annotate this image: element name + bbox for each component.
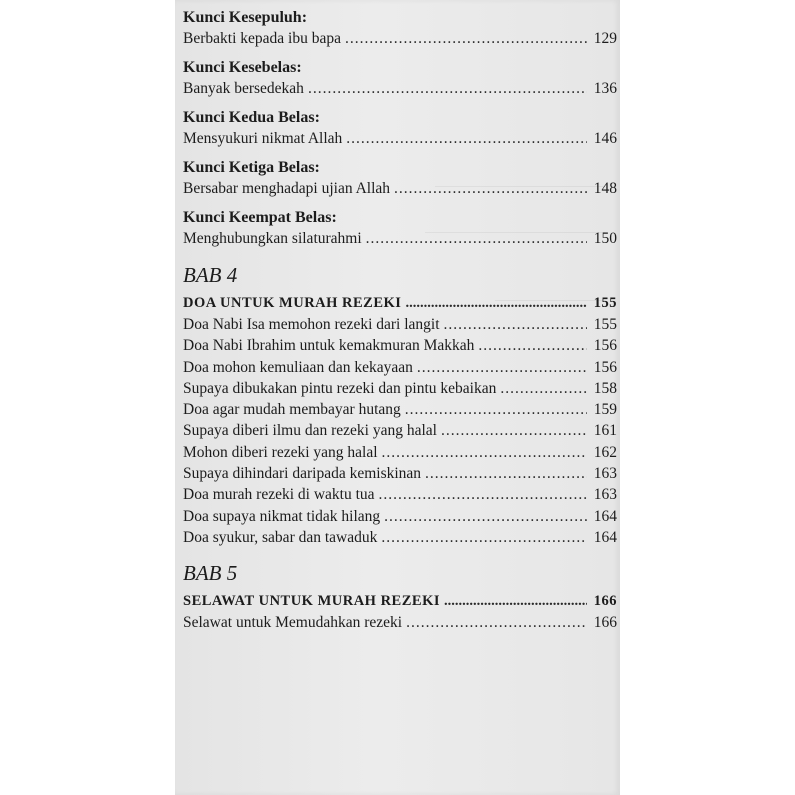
chapter-heading: DOA UNTUK MURAH REZEKI [183, 295, 402, 311]
page-number: 148 [593, 180, 617, 197]
dot-leader [441, 420, 587, 441]
toc-entry-text: Berbakti kepada ibu bapa [183, 30, 341, 47]
key-title: Kunci Kesebelas: [183, 59, 302, 76]
page-number: 129 [593, 30, 617, 47]
toc-row [183, 314, 617, 335]
dot-leader [346, 128, 587, 150]
toc-row [183, 335, 617, 356]
page-number: 166 [593, 593, 617, 610]
toc-entry-text: Doa Nabi Isa memohon rezeki dari langit [183, 316, 440, 333]
page-number: 164 [593, 528, 617, 546]
toc-key-entry [183, 208, 617, 250]
toc-entry-text: Doa supaya nikmat tidak hilang [183, 507, 381, 525]
toc-row [183, 178, 617, 200]
toc-entry-text: Mensyukuri nikmat Allah [183, 130, 343, 147]
toc-entry-text: Banyak bersedekah [183, 80, 304, 97]
toc-entry-text: Doa syukur, sabar dan tawaduk [183, 528, 378, 546]
toc-row [183, 128, 617, 150]
toc-row [183, 506, 617, 527]
dot-leader [382, 442, 587, 463]
key-title: Kunci Kedua Belas: [183, 109, 320, 126]
toc-key-entry [183, 158, 617, 200]
dot-leader [444, 314, 587, 335]
dot-leader [425, 463, 587, 484]
chapter-heading: SELAWAT UNTUK MURAH REZEKI [183, 593, 440, 610]
page-number: 162 [593, 443, 617, 461]
page-number: 156 [593, 358, 617, 376]
dot-leader [379, 484, 587, 505]
toc-entry-text: Doa Nabi Ibrahim untuk kemakmuran Makkah [183, 337, 475, 355]
dot-leader [366, 228, 587, 250]
page-number: 158 [593, 379, 617, 397]
table-of-contents [183, 8, 617, 634]
dot-leader [478, 335, 587, 356]
dot-leader [405, 399, 587, 420]
toc-row [183, 399, 617, 420]
toc-key-entry [183, 8, 617, 50]
dot-leader [308, 78, 587, 100]
chapter-label: BAB 5 [183, 561, 238, 586]
page-number: 150 [593, 230, 617, 247]
toc-row [183, 463, 617, 484]
toc-row [183, 484, 617, 505]
toc-entry-text: Doa agar mudah membayar hutang [183, 401, 401, 419]
toc-entry-text: Supaya diberi ilmu dan rezeki yang halal [183, 422, 437, 440]
dot-leader [381, 527, 587, 548]
toc-entry-text: Supaya dibukakan pintu rezeki dan pintu kebaikan [183, 379, 497, 397]
chapter-entries [183, 314, 617, 548]
page-number: 163 [593, 465, 617, 483]
toc-entry-text: Bersabar menghadapi ujian Allah [183, 180, 391, 197]
dot-leader [500, 378, 587, 399]
toc-row [183, 28, 617, 50]
toc-entry-text: Menghubungkan silaturahmi [183, 230, 362, 247]
dot-leader [406, 612, 587, 633]
dot-leader [384, 506, 587, 527]
dot-leader [417, 357, 587, 378]
page-number: 159 [593, 401, 617, 419]
toc-entry-text: Supaya dihindari daripada kemiskinan [183, 465, 422, 483]
toc-entry-text: Mohon diberi rezeki yang halal [183, 443, 378, 461]
page-number: 155 [593, 316, 617, 333]
toc-key-entry [183, 58, 617, 100]
dot-leader [345, 28, 587, 50]
chapter-entries [183, 612, 617, 633]
key-title: Kunci Ketiga Belas: [183, 159, 320, 176]
toc-row [183, 442, 617, 463]
chapter-heading-row [183, 590, 617, 612]
toc-row [183, 357, 617, 378]
key-title: Kunci Keempat Belas: [183, 209, 337, 226]
toc-row [183, 527, 617, 548]
chapter-label: BAB 4 [183, 263, 238, 287]
chapter-heading-row [183, 292, 617, 314]
toc-entry-text: Selawat untuk Memudahkan rezeki [183, 614, 403, 632]
page-number: 164 [593, 507, 617, 525]
page-number: 161 [593, 422, 617, 440]
toc-row [183, 420, 617, 441]
page-number: 163 [593, 486, 617, 504]
toc-row [183, 228, 617, 250]
toc-row [183, 378, 617, 399]
toc-entry-text: Doa mohon kemuliaan dan kekayaan [183, 358, 413, 376]
dot-leader [444, 590, 587, 612]
dot-leader [394, 178, 587, 200]
toc-row [183, 612, 617, 633]
toc-row [183, 78, 617, 100]
page-number: 146 [593, 130, 617, 147]
book-page [175, 0, 620, 795]
page-number: 155 [593, 295, 617, 311]
page-number: 156 [593, 337, 617, 355]
page-number: 166 [593, 614, 617, 632]
page-number: 136 [593, 80, 617, 97]
dot-leader [405, 292, 587, 314]
key-title: Kunci Kesepuluh: [183, 9, 308, 26]
toc-entry-text: Doa murah rezeki di waktu tua [183, 486, 375, 504]
toc-key-entry [183, 108, 617, 150]
